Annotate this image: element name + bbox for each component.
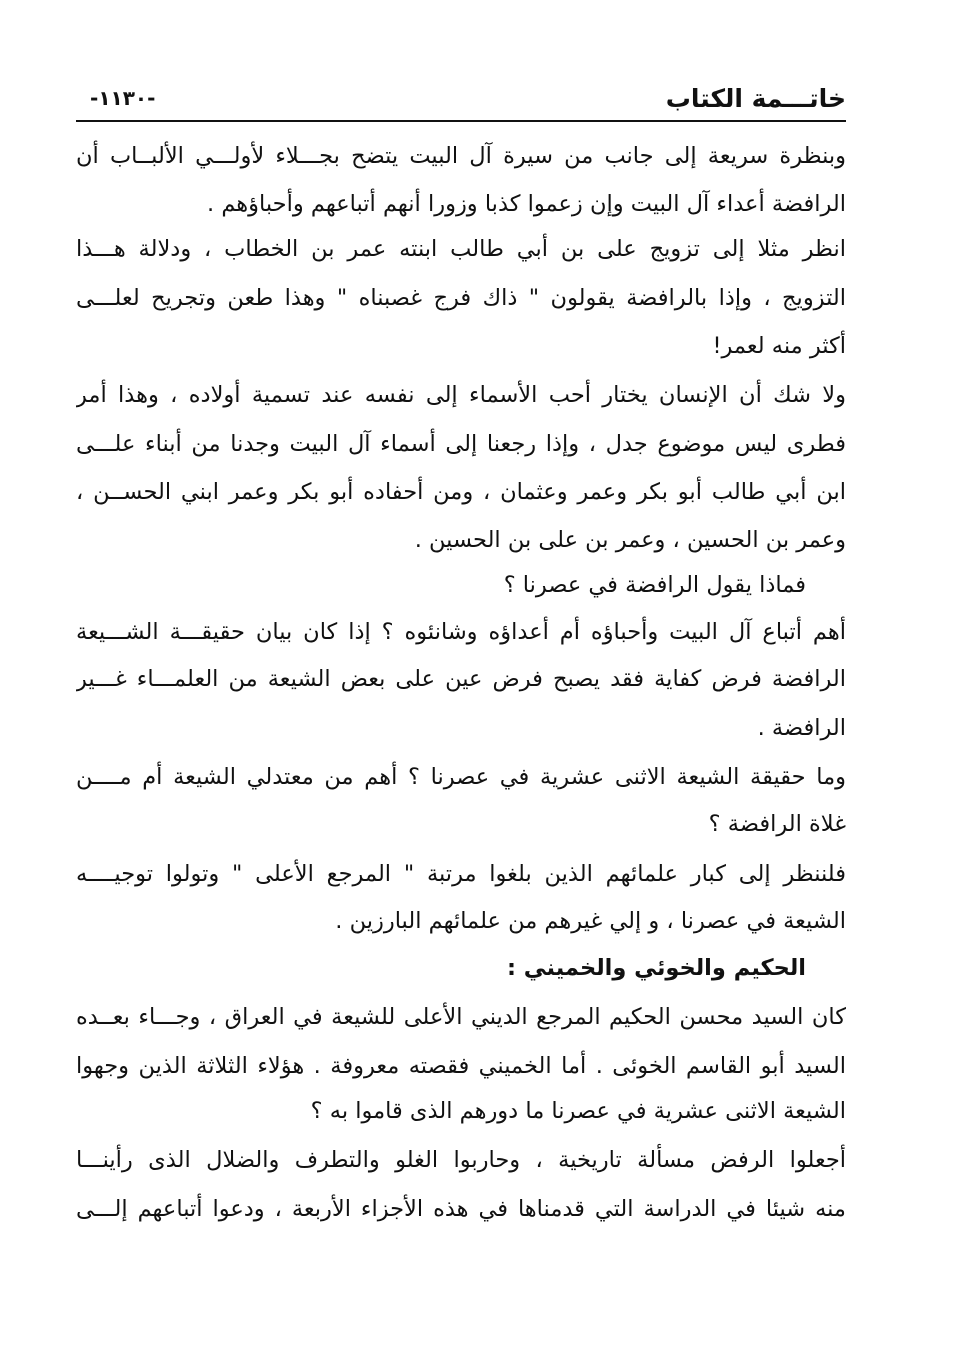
text-line: وعمر بن الحسين ، وعمر بن على بن الحسين . (414, 527, 846, 553)
text-line: السيد أبو القاسم الخوئى . أما الخميني فقصته معروفة . هؤلاء الثلاثة الذين وجهوا (76, 1053, 846, 1079)
text-line: منه شيئا في الدراسة التي قدمناها في هذه الأجزاء الأربعة ، ودعوا أتباعهم إلـــى (76, 1196, 846, 1222)
header-rule (76, 120, 846, 122)
text-line: وبنظرة سريعة إلى جانب من سيرة آل البيت يتضح بجـــلاء لأولـــي الألبــاب أن (76, 143, 846, 169)
text-line: ابن أبي طالب أبو بكر وعمر وعثمان ، ومن أحفاده أبو بكر وعمر ابني الحســن ، (76, 479, 846, 505)
text-line: أهم أتباع آل البيت وأحباؤه أم أعداؤه وشانئوه ؟ إذا كان بيان حقيقـــة الشـــيعة (76, 619, 846, 645)
text-line: الرافضة . (757, 715, 846, 741)
text-line: فطرى ليس موضوع جدل ، وإذا رجعنا إلى أسماء آل البيت وجدنا من أبناء علـــى (76, 431, 846, 457)
page-header (76, 84, 846, 118)
text-line: ولا شك أن الإنسان يختار أحب الأسماء إلى نفسه عند تسمية أولاده ، وهذا أمر (76, 382, 846, 408)
text-line: الشيعة في عصرنا ، و إلي غيرهم من علمائهم البارزين . (335, 908, 846, 934)
text-line: فلننظر إلى كبار علمائهم الذين بلغوا مرتبة " المرجع الأعلى " وتولوا توجيــــه (76, 861, 846, 887)
page-number: -١١٣٠- (90, 86, 156, 110)
text-line: الرافضة أعداء آل البيت وإن زعموا كذبا وزورا أنهم أتباعهم وأحباؤهم . (207, 191, 846, 217)
text-line: الشيعة الاثنى عشرية في عصرنا ما دورهم الذى قاموا به ؟ (310, 1098, 846, 1124)
section-heading: الحكيم والخوئي والخميني : (506, 955, 806, 981)
text-line: أكثر منه لعمر! (712, 333, 846, 359)
text-line: الرافضة فرض كفاية فقد يصبح فرض عين على بعض الشيعة من العلمـــاء غـــير (76, 666, 846, 692)
running-title: خاتـــمة الكتاب (665, 84, 846, 113)
text-line: انظر مثلا إلى تزويج على بن أبي طالب ابنته عمر بن الخطاب ، ودلالة هـــذا (76, 236, 846, 262)
text-line: غلاة الرافضة ؟ (708, 811, 846, 837)
text-line: فماذا يقول الرافضة في عصرنا ؟ (503, 572, 806, 598)
text-line: كان السيد محسن الحكيم المرجع الديني الأعلى للشيعة في العراق ، وجـــاء بعــده (76, 1004, 846, 1030)
text-line: وما حقيقة الشيعة الاثنى عشرية في عصرنا ؟ أهم من معتدلي الشيعة أم مــــن (76, 764, 846, 790)
text-line: التزويج ، وإذا بالرافضة يقولون " ذاك فرج غصبناه " وهذا طعن وتجريح لعلـــى (76, 285, 846, 311)
text-line: أجعلوا الرفض مسألة تاريخية ، وحاربوا الغلو والتطرف والضلال الذى رأينـــا (76, 1147, 846, 1173)
